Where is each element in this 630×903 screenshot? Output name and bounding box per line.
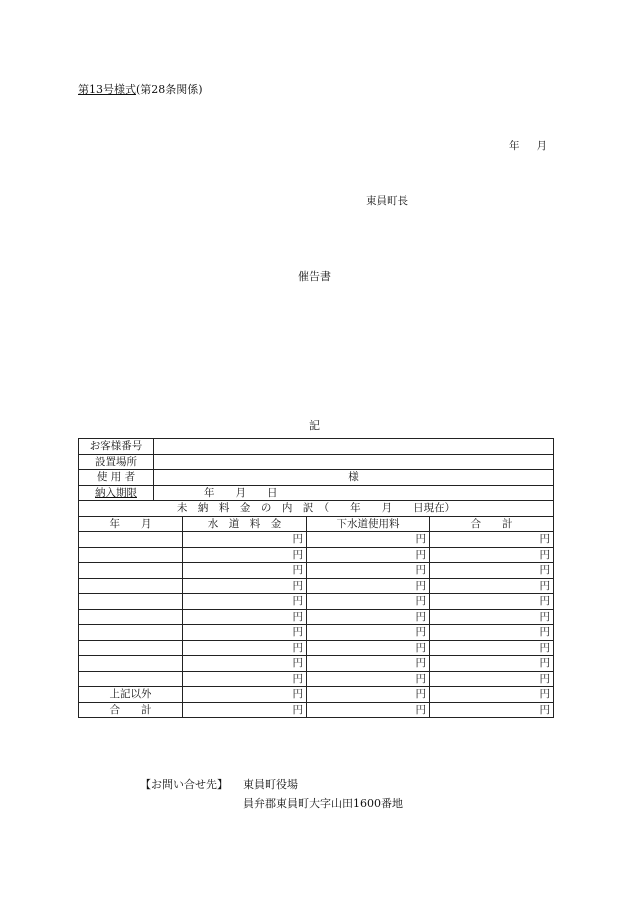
month-row bbox=[79, 640, 554, 656]
customer-number-row bbox=[79, 439, 554, 455]
month-row bbox=[79, 594, 554, 610]
sewer-amount-cell: 円 bbox=[307, 547, 430, 563]
water-amount-cell: 円 bbox=[183, 563, 307, 579]
total-amount-cell: 円 bbox=[430, 532, 554, 548]
user-label: 使 用 者 bbox=[79, 470, 154, 486]
location-label: 設置場所 bbox=[79, 454, 154, 470]
total-amount-cell: 円 bbox=[430, 563, 554, 579]
memo-mark: 記 bbox=[309, 419, 320, 432]
location-field bbox=[154, 454, 554, 470]
sum-label: 合 計 bbox=[79, 702, 183, 718]
month-row bbox=[79, 609, 554, 625]
sewer-amount-cell: 円 bbox=[307, 532, 430, 548]
water-amount-cell: 円 bbox=[183, 594, 307, 610]
sewer-amount-cell: 円 bbox=[307, 563, 430, 579]
total-amount-cell: 円 bbox=[430, 578, 554, 594]
month-row bbox=[79, 656, 554, 672]
water-amount-cell: 円 bbox=[183, 656, 307, 672]
form-number bbox=[78, 81, 203, 97]
water-amount-cell: 円 bbox=[183, 671, 307, 687]
month-row bbox=[79, 563, 554, 579]
issue-date bbox=[493, 138, 548, 153]
month-cell bbox=[79, 532, 183, 548]
column-header-month: 年 月 bbox=[79, 516, 183, 532]
deadline-label bbox=[79, 485, 154, 501]
deadline-field bbox=[154, 485, 554, 501]
month-row bbox=[79, 578, 554, 594]
month-row bbox=[79, 625, 554, 641]
user-row bbox=[79, 470, 554, 486]
customer-number-field bbox=[154, 439, 554, 455]
customer-number-label: お客様番号 bbox=[79, 439, 154, 455]
sewer-amount-cell: 円 bbox=[307, 687, 430, 703]
month-cell bbox=[79, 609, 183, 625]
month-cell bbox=[79, 625, 183, 641]
month-row bbox=[79, 547, 554, 563]
user-field bbox=[154, 470, 554, 486]
month-cell bbox=[79, 578, 183, 594]
column-header-water: 水 道 料 金 bbox=[183, 516, 307, 532]
form-reference: (第28条関係) bbox=[136, 83, 203, 96]
sewer-amount-cell: 円 bbox=[307, 578, 430, 594]
sewer-amount-cell: 円 bbox=[307, 671, 430, 687]
water-amount-cell: 円 bbox=[183, 547, 307, 563]
issue-year-label: 年 bbox=[509, 140, 521, 152]
other-row bbox=[79, 687, 554, 703]
month-cell bbox=[79, 640, 183, 656]
water-amount-cell: 円 bbox=[183, 609, 307, 625]
total-amount-cell: 円 bbox=[430, 671, 554, 687]
total-amount-cell: 円 bbox=[430, 640, 554, 656]
water-amount-cell: 円 bbox=[183, 687, 307, 703]
form-number-text: 第13号様式 bbox=[78, 83, 136, 96]
total-amount-cell: 円 bbox=[430, 609, 554, 625]
sewer-amount-cell: 円 bbox=[307, 656, 430, 672]
addressee: 東員町長 bbox=[366, 195, 408, 207]
month-cell bbox=[79, 671, 183, 687]
sewer-amount-cell: 円 bbox=[307, 625, 430, 641]
water-amount-cell: 円 bbox=[183, 625, 307, 641]
deadline-value: 年 月 日 bbox=[204, 486, 278, 499]
breakdown-heading: 未 納 料 金 の 内 訳 （ 年 月 日現在） bbox=[79, 501, 554, 517]
user-honorific: 様 bbox=[348, 471, 359, 484]
breakdown-header-row bbox=[79, 516, 554, 532]
month-cell bbox=[79, 563, 183, 579]
sewer-amount-cell: 円 bbox=[307, 640, 430, 656]
deadline-row bbox=[79, 485, 554, 501]
water-amount-cell: 円 bbox=[183, 532, 307, 548]
contact-address: 員弁郡東員町大字山田1600番地 bbox=[243, 797, 403, 810]
water-amount-cell: 円 bbox=[183, 702, 307, 718]
total-amount-cell: 円 bbox=[430, 656, 554, 672]
sewer-amount-cell: 円 bbox=[307, 702, 430, 718]
total-amount-cell: 円 bbox=[430, 625, 554, 641]
location-row bbox=[79, 454, 554, 470]
month-cell bbox=[79, 656, 183, 672]
issue-month-label: 月 bbox=[536, 140, 548, 152]
water-amount-cell: 円 bbox=[183, 578, 307, 594]
contact-organization: 東員町役場 bbox=[243, 778, 298, 791]
month-row bbox=[79, 532, 554, 548]
document-title: 催告書 bbox=[298, 270, 331, 283]
month-row bbox=[79, 671, 554, 687]
other-label: 上記以外 bbox=[79, 687, 183, 703]
contact-label: 【お問い合せ先】 bbox=[140, 778, 228, 791]
column-header-sewer: 下水道使用料 bbox=[307, 516, 430, 532]
month-cell bbox=[79, 594, 183, 610]
sewer-amount-cell: 円 bbox=[307, 609, 430, 625]
notice-table bbox=[78, 438, 554, 718]
total-amount-cell: 円 bbox=[430, 702, 554, 718]
deadline-label-text: 納入期限 bbox=[95, 486, 137, 499]
total-amount-cell: 円 bbox=[430, 547, 554, 563]
sum-row bbox=[79, 702, 554, 718]
month-cell bbox=[79, 547, 183, 563]
total-amount-cell: 円 bbox=[430, 594, 554, 610]
total-amount-cell: 円 bbox=[430, 687, 554, 703]
breakdown-heading-row bbox=[79, 501, 554, 517]
water-amount-cell: 円 bbox=[183, 640, 307, 656]
column-header-total: 合 計 bbox=[430, 516, 554, 532]
sewer-amount-cell: 円 bbox=[307, 594, 430, 610]
